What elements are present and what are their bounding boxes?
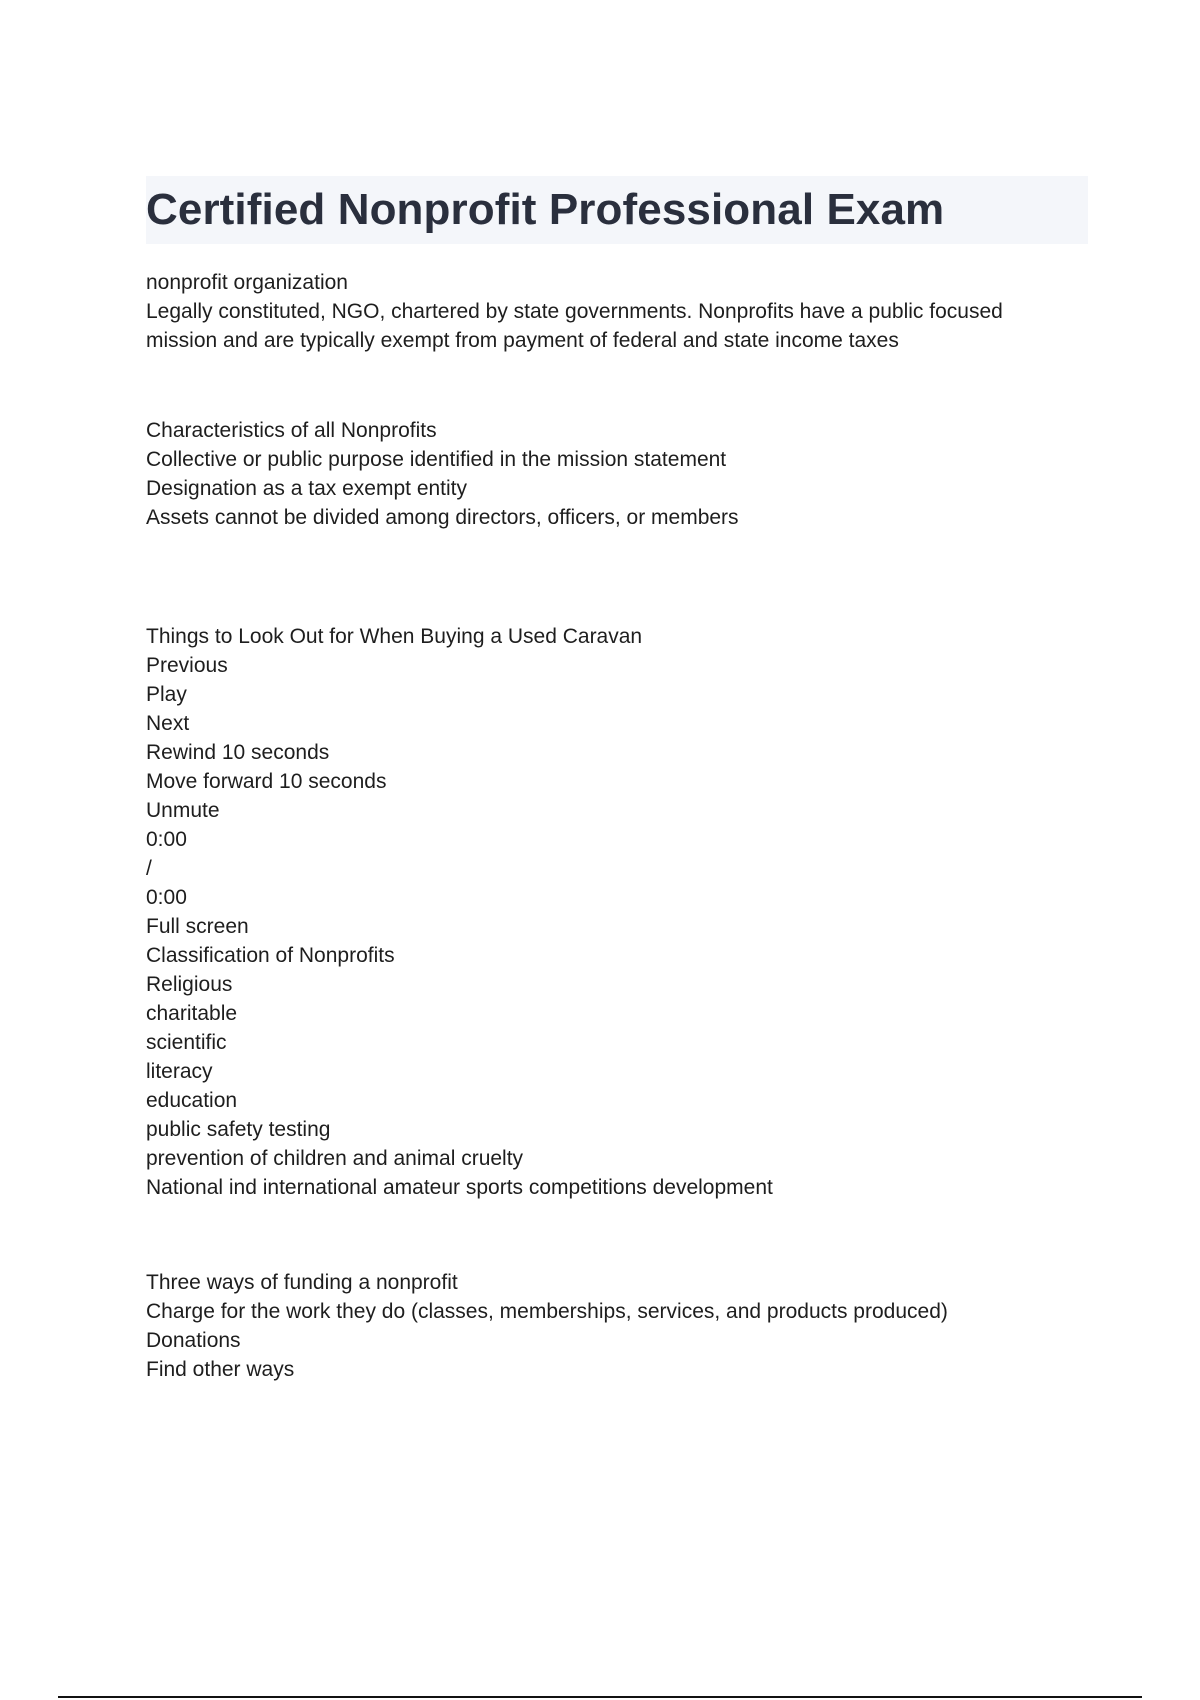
section-line: Religious — [146, 973, 233, 996]
section-line: charitable — [146, 1002, 238, 1025]
video-control-rewind: Rewind 10 seconds — [146, 741, 330, 764]
section-line: Charge for the work they do (classes, memberships, services, and products produced) — [146, 1300, 948, 1323]
section-line: Assets cannot be divided among directors, officers, or members — [146, 506, 739, 529]
section-funding — [146, 1268, 1076, 1384]
section-line: education — [146, 1089, 238, 1112]
video-time-separator: / — [146, 857, 152, 880]
section-used-caravan — [146, 622, 1076, 1202]
video-control-forward: Move forward 10 seconds — [146, 770, 387, 793]
video-control-play: Play — [146, 683, 187, 706]
video-control-previous: Previous — [146, 654, 228, 677]
section-characteristics — [146, 416, 1076, 532]
section-nonprofit-organization — [146, 268, 1076, 355]
section-line: scientific — [146, 1031, 227, 1054]
section-line: Find other ways — [146, 1358, 295, 1381]
section-term: Things to Look Out for When Buying a Used Caravan — [146, 625, 643, 648]
footer-divider — [58, 1696, 1142, 1698]
section-line: mission and are typically exempt from payment of federal and state income taxes — [146, 329, 899, 352]
section-line: Classification of Nonprofits — [146, 944, 395, 967]
title-banner — [146, 176, 1088, 244]
section-line: prevention of children and animal cruelty — [146, 1147, 524, 1170]
page-title: Certified Nonprofit Professional Exam — [146, 185, 945, 234]
section-line: National ind international amateur sports competitions development — [146, 1176, 773, 1199]
section-line: Legally constituted, NGO, chartered by state governments. Nonprofits have a public focused — [146, 300, 1003, 323]
video-control-fullscreen: Full screen — [146, 915, 249, 938]
video-control-next: Next — [146, 712, 190, 735]
video-current-time: 0:00 — [146, 828, 187, 851]
section-line: Collective or public purpose identified in the mission statement — [146, 448, 727, 471]
section-term: Characteristics of all Nonprofits — [146, 419, 437, 442]
section-term: nonprofit organization — [146, 271, 348, 294]
section-line: public safety testing — [146, 1118, 331, 1141]
video-control-unmute: Unmute — [146, 799, 220, 822]
video-duration: 0:00 — [146, 886, 187, 909]
section-line: Donations — [146, 1329, 241, 1352]
section-line: literacy — [146, 1060, 213, 1083]
section-term: Three ways of funding a nonprofit — [146, 1271, 458, 1294]
section-line: Designation as a tax exempt entity — [146, 477, 468, 500]
